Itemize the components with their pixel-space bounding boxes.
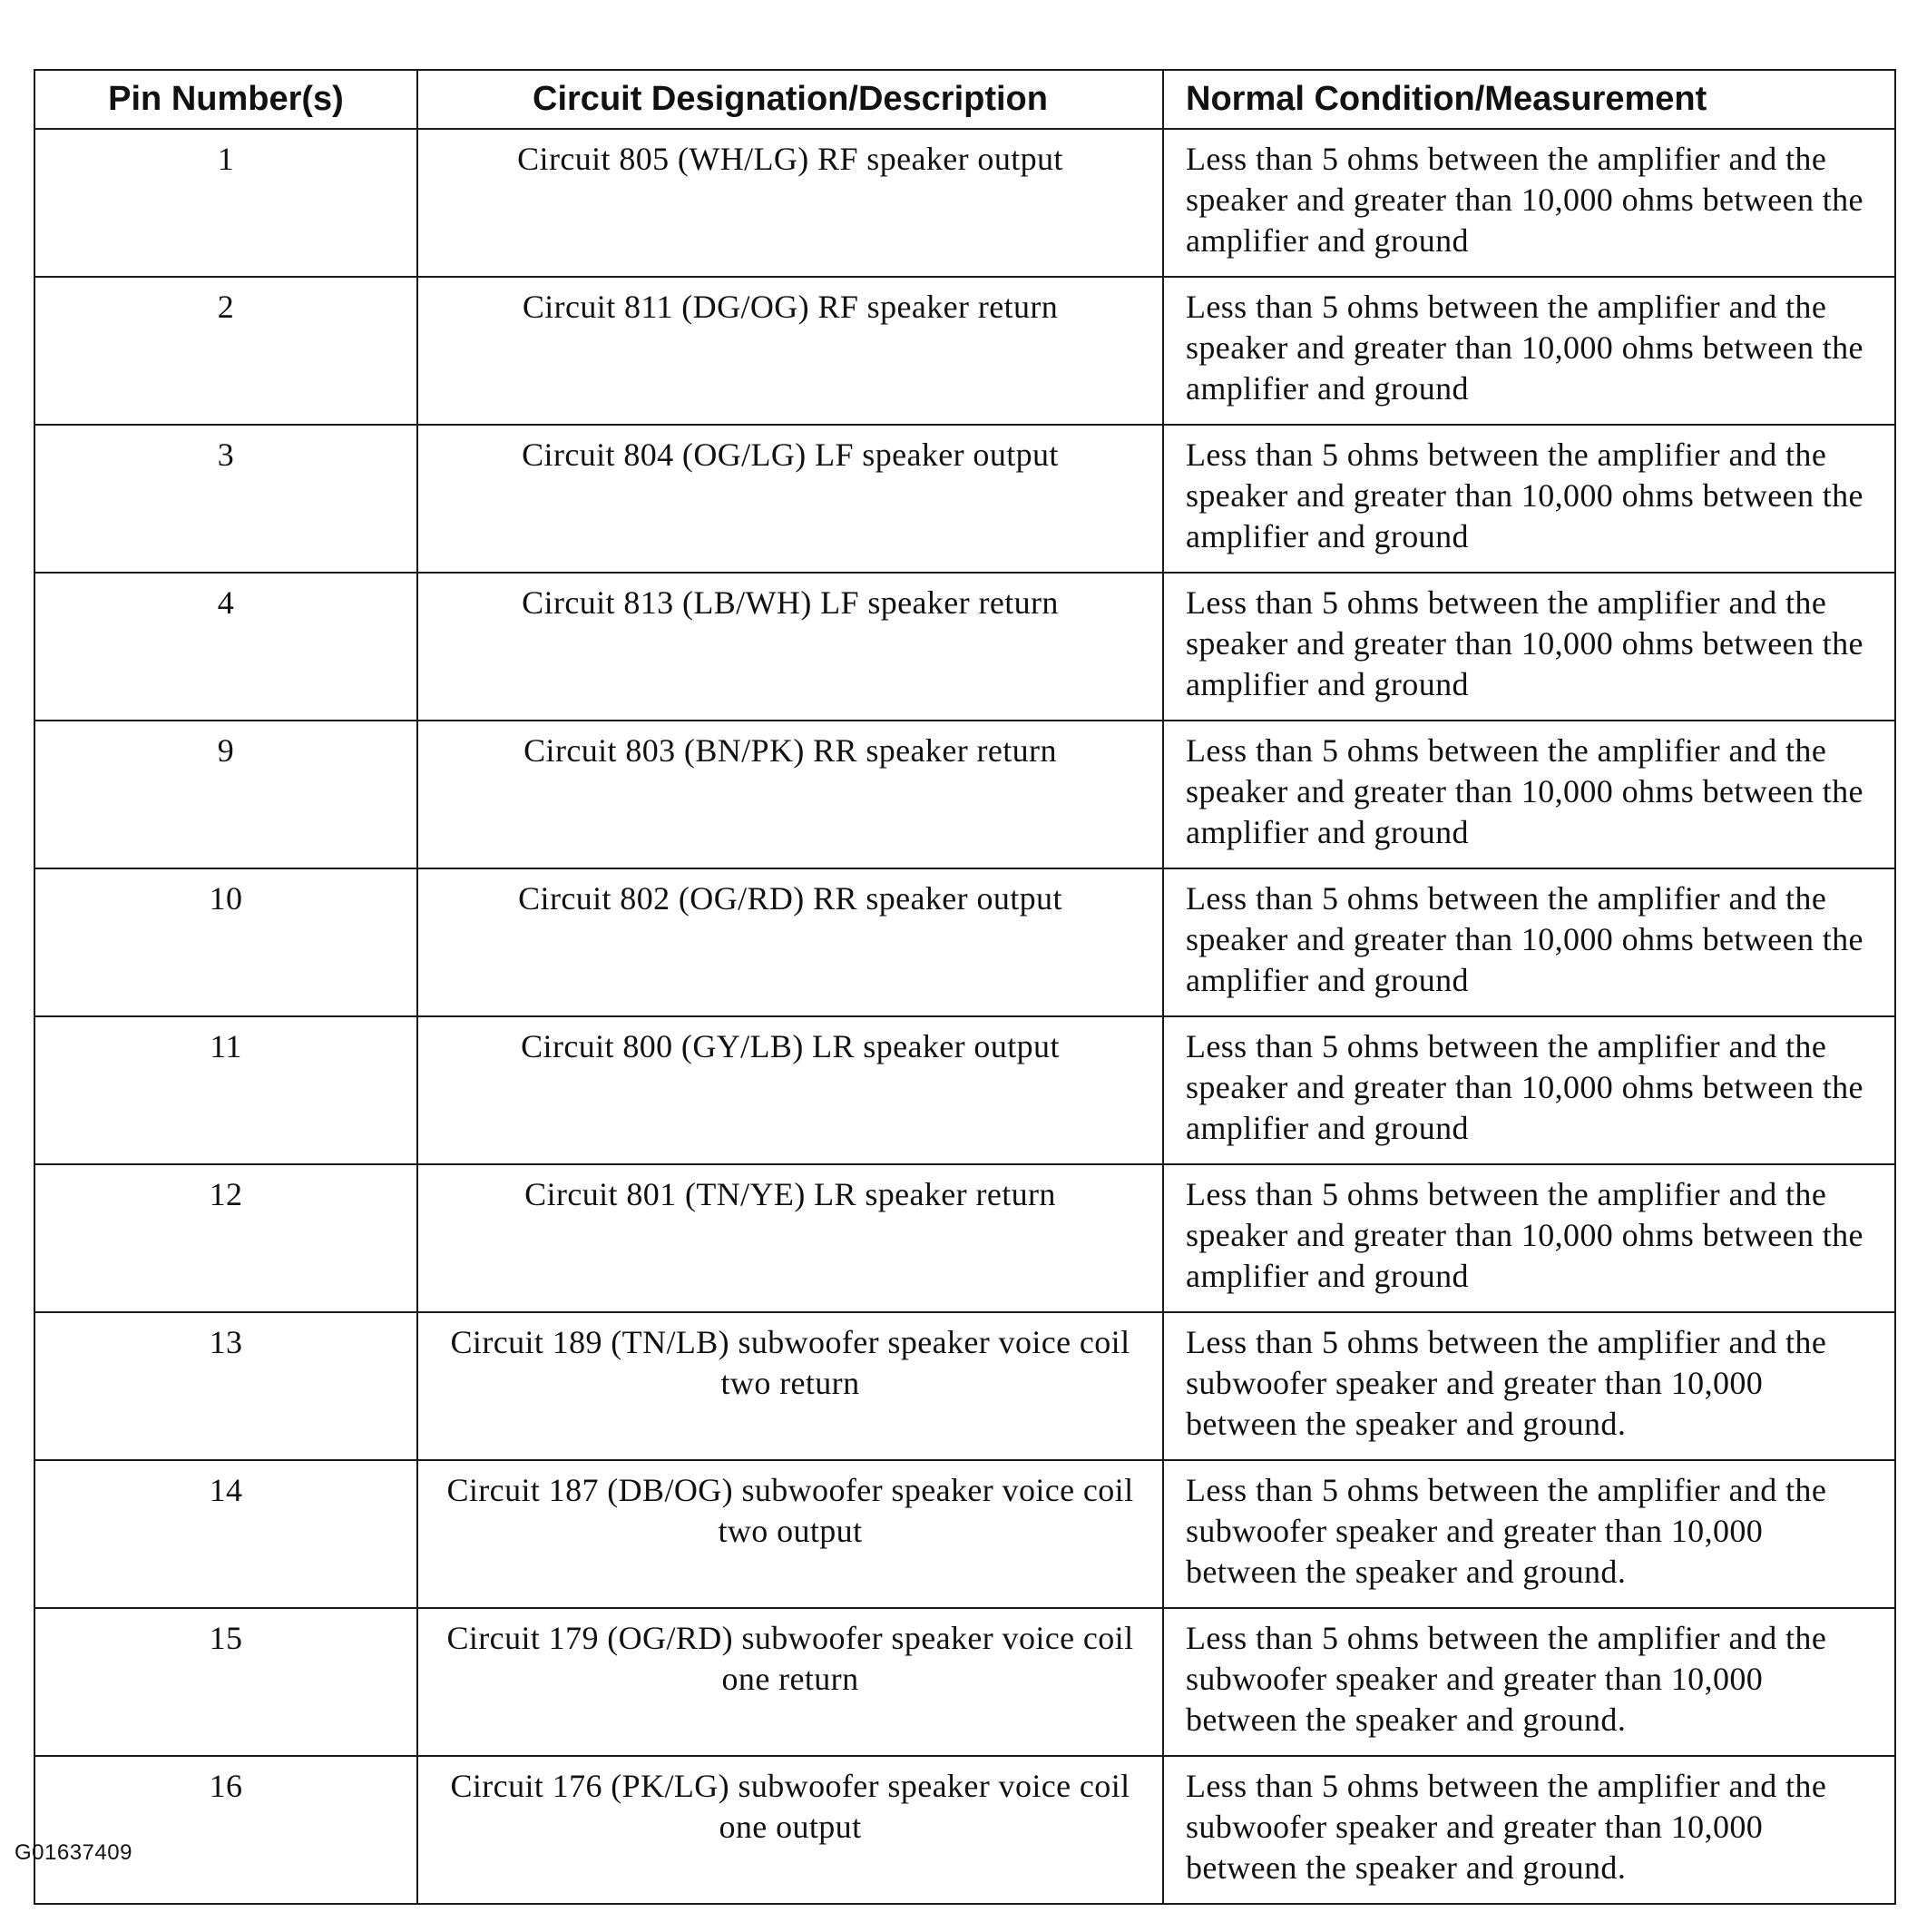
pin-number-cell: 4 [34, 573, 417, 721]
normal-condition-cell: Less than 5 ohms between the amplifier and the speaker and greater than 10,000 ohms between the amplifier and ground [1163, 277, 1895, 425]
circuit-description-cell: Circuit 813 (LB/WH) LF speaker return [417, 573, 1163, 721]
table-row [34, 1312, 1895, 1460]
pin-number-cell: 1 [34, 129, 417, 277]
table-row [34, 1756, 1895, 1904]
pin-number-cell: 3 [34, 425, 417, 573]
normal-condition-cell: Less than 5 ohms between the amplifier and the speaker and greater than 10,000 ohms between the amplifier and ground [1163, 1016, 1895, 1164]
normal-condition-cell: Less than 5 ohms between the amplifier and the subwoofer speaker and greater than 10,000 between the speaker and ground. [1163, 1460, 1895, 1608]
circuit-description-cell: Circuit 187 (DB/OG) subwoofer speaker voice coil two output [417, 1460, 1163, 1608]
header-normal-condition: Normal Condition/Measurement [1163, 70, 1895, 129]
header-pin-numbers: Pin Number(s) [34, 70, 417, 129]
pin-number-cell: 15 [34, 1608, 417, 1756]
normal-condition-cell: Less than 5 ohms between the amplifier and the speaker and greater than 10,000 ohms between the amplifier and ground [1163, 868, 1895, 1016]
circuit-description-cell: Circuit 803 (BN/PK) RR speaker return [417, 721, 1163, 868]
normal-condition-cell: Less than 5 ohms between the amplifier and the speaker and greater than 10,000 ohms between the amplifier and ground [1163, 721, 1895, 868]
pin-number-cell: 11 [34, 1016, 417, 1164]
table-row [34, 1016, 1895, 1164]
table-body [34, 129, 1895, 1904]
pin-measurement-table [34, 69, 1896, 1905]
table-row [34, 868, 1895, 1016]
table-row [34, 1608, 1895, 1756]
figure-id: G01637409 [15, 1840, 132, 1865]
pin-number-cell: 2 [34, 277, 417, 425]
table-row [34, 1164, 1895, 1312]
pin-number-cell: 13 [34, 1312, 417, 1460]
pin-number-cell: 10 [34, 868, 417, 1016]
header-circuit-description: Circuit Designation/Description [417, 70, 1163, 129]
circuit-description-cell: Circuit 179 (OG/RD) subwoofer speaker voice coil one return [417, 1608, 1163, 1756]
table-row [34, 425, 1895, 573]
table-header-row [34, 70, 1895, 129]
normal-condition-cell: Less than 5 ohms between the amplifier and the speaker and greater than 10,000 ohms between the amplifier and ground [1163, 129, 1895, 277]
pin-number-cell: 14 [34, 1460, 417, 1608]
circuit-description-cell: Circuit 800 (GY/LB) LR speaker output [417, 1016, 1163, 1164]
circuit-description-cell: Circuit 802 (OG/RD) RR speaker output [417, 868, 1163, 1016]
table-row [34, 277, 1895, 425]
circuit-description-cell: Circuit 176 (PK/LG) subwoofer speaker voice coil one output [417, 1756, 1163, 1904]
circuit-description-cell: Circuit 804 (OG/LG) LF speaker output [417, 425, 1163, 573]
pin-number-cell: 12 [34, 1164, 417, 1312]
table-row [34, 129, 1895, 277]
normal-condition-cell: Less than 5 ohms between the amplifier and the subwoofer speaker and greater than 10,000 between the speaker and ground. [1163, 1312, 1895, 1460]
normal-condition-cell: Less than 5 ohms between the amplifier and the subwoofer speaker and greater than 10,000 between the speaker and ground. [1163, 1608, 1895, 1756]
table-row [34, 721, 1895, 868]
normal-condition-cell: Less than 5 ohms between the amplifier and the speaker and greater than 10,000 ohms between the amplifier and ground [1163, 1164, 1895, 1312]
normal-condition-cell: Less than 5 ohms between the amplifier and the subwoofer speaker and greater than 10,000 between the speaker and ground. [1163, 1756, 1895, 1904]
normal-condition-cell: Less than 5 ohms between the amplifier and the speaker and greater than 10,000 ohms between the amplifier and ground [1163, 425, 1895, 573]
table-row [34, 1460, 1895, 1608]
circuit-description-cell: Circuit 189 (TN/LB) subwoofer speaker voice coil two return [417, 1312, 1163, 1460]
circuit-description-cell: Circuit 811 (DG/OG) RF speaker return [417, 277, 1163, 425]
normal-condition-cell: Less than 5 ohms between the amplifier and the speaker and greater than 10,000 ohms between the amplifier and ground [1163, 573, 1895, 721]
pin-number-cell: 9 [34, 721, 417, 868]
circuit-description-cell: Circuit 801 (TN/YE) LR speaker return [417, 1164, 1163, 1312]
table-row [34, 573, 1895, 721]
pin-number-cell: 16 [34, 1756, 417, 1904]
circuit-description-cell: Circuit 805 (WH/LG) RF speaker output [417, 129, 1163, 277]
